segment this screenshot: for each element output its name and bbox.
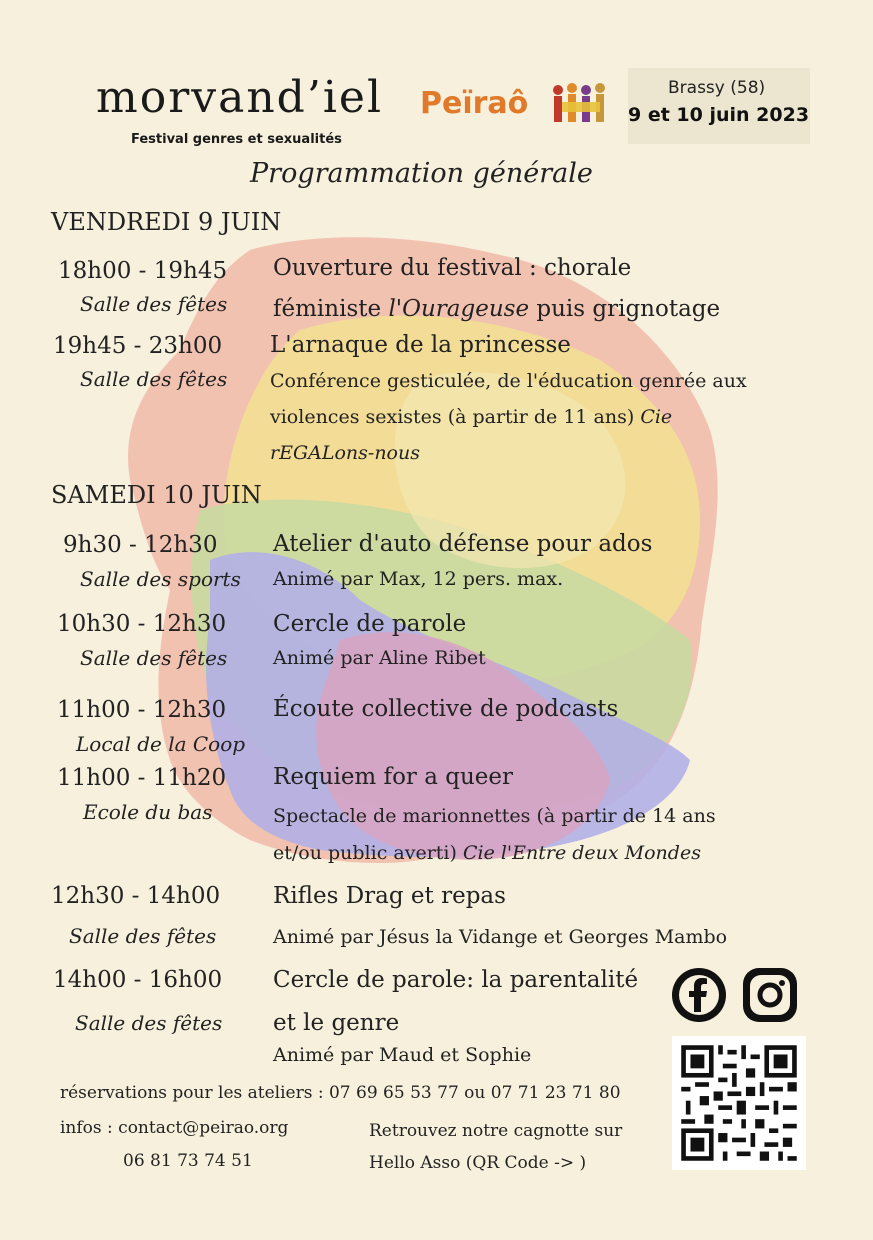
event-venue: Salle des fêtes: [69, 924, 217, 948]
dates-label: 9 et 10 juin 2023: [628, 104, 810, 126]
contact-email[interactable]: infos : contact@peirao.org: [60, 1118, 289, 1138]
place-label: Brassy (58): [668, 78, 766, 98]
festival-tagline: Festival genres et sexualités: [131, 132, 342, 147]
event-time: 11h00 - 12h30: [57, 697, 227, 723]
event-venue: Local de la Coop: [76, 732, 246, 756]
event-venue: Salle des fêtes: [75, 1011, 223, 1035]
event-title: L'arnaque de la princesse: [270, 332, 571, 358]
event-title: Cercle de parole: la parentalité: [273, 967, 639, 993]
event-venue: Salle des fêtes: [80, 292, 228, 316]
event-venue: Salle des fêtes: [80, 367, 228, 391]
event-description: Animé par Jésus la Vidange et Georges Mambo: [273, 926, 728, 948]
event-title: Atelier d'auto défense pour ados: [273, 531, 653, 557]
event-description: violences sexistes (à partir de 11 ans) Cie: [270, 406, 673, 428]
peirao-logo: Peïraô: [420, 86, 529, 121]
cagnotte-link: Hello Asso (QR Code -> ): [369, 1153, 587, 1173]
event-time: 9h30 - 12h30: [63, 532, 218, 558]
reservations-info: réservations pour les ateliers : 07 69 65 53 77 ou 07 71 23 71 80: [60, 1083, 621, 1103]
event-title: Requiem for a queer: [273, 764, 513, 790]
event-time: 14h00 - 16h00: [53, 967, 223, 993]
event-time: 11h00 - 11h20: [57, 765, 227, 791]
contact-phone: 06 81 73 74 51: [123, 1151, 253, 1171]
event-description: Conférence gesticulée, de l'éducation genrée aux: [270, 370, 747, 392]
facebook-icon[interactable]: [670, 966, 728, 1024]
event-time: 10h30 - 12h30: [57, 611, 227, 637]
festival-logo: morvand’iel: [96, 72, 384, 123]
event-time: 18h00 - 19h45: [58, 258, 228, 284]
event-title: et le genre: [273, 1010, 400, 1036]
event-venue: Salle des sports: [80, 567, 241, 591]
event-description: Animé par Aline Ribet: [273, 647, 486, 669]
event-description: et/ou public averti) Cie l'Entre deux Mondes: [273, 842, 701, 864]
qr-code-icon: [672, 1036, 806, 1170]
event-title: Ouverture du festival : chorale: [273, 255, 632, 281]
event-description: féministe l'Ourageuse puis grignotage: [273, 296, 721, 322]
event-description: Spectacle de marionnettes (à partir de 14 ans: [273, 805, 716, 827]
instagram-icon[interactable]: [741, 966, 799, 1024]
event-time: 12h30 - 14h00: [51, 883, 221, 909]
page-title: Programmation générale: [250, 158, 593, 189]
event-company: rEGALons-nous: [270, 442, 420, 464]
cooperative-logo-icon: [548, 80, 610, 128]
event-venue: Salle des fêtes: [80, 646, 228, 670]
event-venue: Ecole du bas: [83, 800, 213, 824]
event-title: Cercle de parole: [273, 611, 467, 637]
event-description: Animé par Maud et Sophie: [273, 1044, 532, 1066]
day-heading-friday: VENDREDI 9 JUIN: [51, 208, 282, 236]
event-time: 19h45 - 23h00: [53, 333, 223, 359]
event-description: Animé par Max, 12 pers. max.: [273, 568, 564, 590]
event-title: Écoute collective de podcasts: [273, 696, 619, 722]
event-title: Rifles Drag et repas: [273, 883, 506, 909]
cagnotte-info: Retrouvez notre cagnotte sur: [369, 1121, 623, 1141]
day-heading-saturday: SAMEDI 10 JUIN: [51, 481, 262, 509]
qr-code[interactable]: [672, 1036, 806, 1170]
